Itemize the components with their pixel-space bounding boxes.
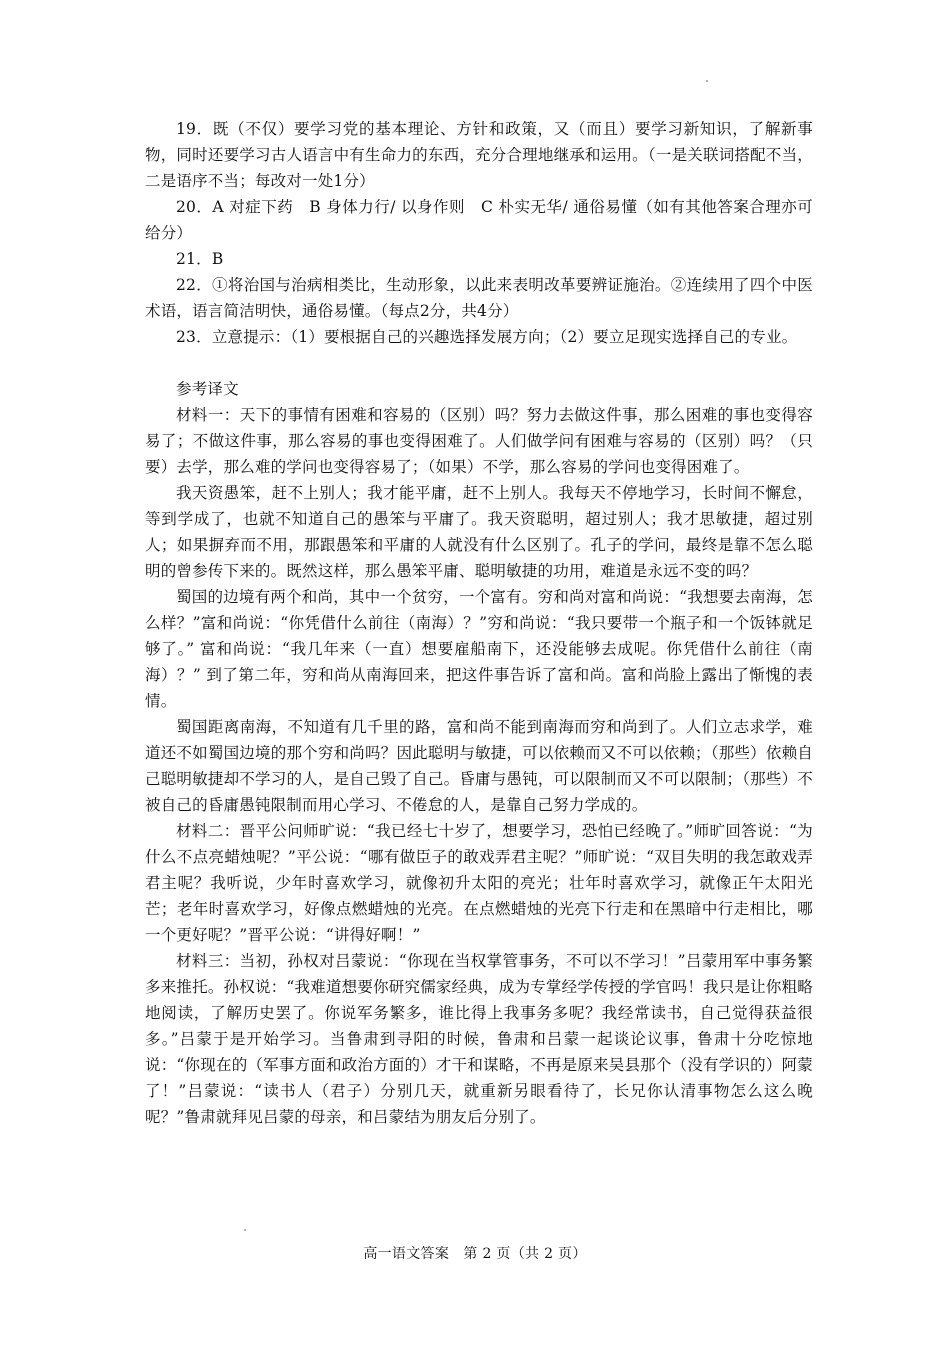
scan-speck bbox=[244, 1229, 246, 1231]
answer-22: 22．①将治国与治病相类比，生动形象，以此来表明改革要辨证施治。②连续用了四个中医术语，语言简洁明快，通俗易懂。（每点2分，共4分） bbox=[145, 276, 813, 320]
answer-23: 23．立意提示：（1）要根据自己的兴趣选择发展方向；（2）要立足现实选择自己的专业。 bbox=[176, 328, 798, 346]
answer-20: 20．A 对症下药 B 身体力行/ 以身作则 C 朴实无华/ 通俗易懂（如有其他答案合理亦可给分） bbox=[145, 198, 813, 242]
answer-21: 21．B bbox=[176, 250, 224, 268]
page-footer: 高一语文答案 第 2 页（共 2 页） bbox=[363, 1246, 587, 1262]
translation-paragraph: 材料一：天下的事情有困难和容易的（区别）吗？努力去做这件事，那么困难的事也变得容易了；不做这件事，那么容易的事也变得困难了。人们做学问有困难与容易的（区别）吗？（只要）去学，那么难的学问也变得容易了；（如果）不学，那么容易的学问也变得困难了。 bbox=[145, 406, 813, 476]
answer-page bbox=[145, 116, 813, 1130]
translation-paragraph: 蜀国的边境有两个和尚，其中一个贫穷，一个富有。穷和尚对富和尚说：“我想要去南海，怎么样？”富和尚说：“你凭借什么前往（南海）？”穷和尚说：“我只要带一个瓶子和一个饭钵就足够了。” 富和尚说：“我几年来（一直）想要雇船南下，还没能够去成呢。你凭借什么前往（南海）？” 到了第二年，穷和尚从南海回来，把这件事告诉了富和尚。富和尚脸上露出了惭愧的表情。 bbox=[145, 588, 813, 710]
scan-speck bbox=[706, 80, 708, 82]
translation-section bbox=[145, 376, 813, 1130]
translation-paragraph: 材料三：当初，孙权对吕蒙说：“你现在当权掌管事务，不可以不学习！”吕蒙用军中事务繁多来推托。孙权说：“我难道想要你研究儒家经典，成为专掌经学传授的学官吗！我只是让你粗略地阅读，了解历史罢了。你说军务繁多，谁比得上我事务多呢？我经常读书，自己觉得获益很多。”吕蒙于是开始学习。当鲁肃到寻阳的时候，鲁肃和吕蒙一起谈论议事，鲁肃十分吃惊地说：“你现在的（军事方面和政治方面的）才干和谋略，不再是原来吴县那个（没有学识的）阿蒙了！”吕蒙说：“读书人（君子）分别几天，就重新另眼看待了，长兄你认清事物怎么这么晚呢？”鲁肃就拜见吕蒙的母亲，和吕蒙结为朋友后分别了。 bbox=[145, 952, 813, 1126]
translation-heading: 参考译文 bbox=[176, 380, 239, 398]
translation-paragraph: 蜀国距离南海，不知道有几千里的路，富和尚不能到南海而穷和尚到了。人们立志求学，难道还不如蜀国边境的那个穷和尚吗？因此聪明与敏捷，可以依赖而又不可以依赖；（那些）依赖自己聪明敏捷却不学习的人，是自己毁了自己。昏庸与愚钝，可以限制而又不可以限制；（那些）不被自己的昏庸愚钝限制而用心学习、不倦怠的人，是靠自己努力学成的。 bbox=[145, 718, 813, 814]
translation-paragraph: 材料二：晋平公问师旷说：“我已经七十岁了，想要学习，恐怕已经晚了。”师旷回答说：“为什么不点亮蜡烛呢？”平公说：“哪有做臣子的敢戏弄君主呢？”师旷说：“双目失明的我怎敢戏弄君主呢？我听说，少年时喜欢学习，就像初升太阳的亮光；壮年时喜欢学习，就像正午太阳光芒；老年时喜欢学习，好像点燃蜡烛的光亮。在点燃蜡烛的光亮下行走和在黑暗中行走相比，哪一个更好呢？”晋平公说：“讲得好啊！” bbox=[145, 822, 813, 944]
translation-paragraph: 我天资愚笨，赶不上别人；我才能平庸，赶不上别人。我每天不停地学习，长时间不懈怠，等到学成了，也就不知道自己的愚笨与平庸了。我天资聪明，超过别人；我才思敏捷，超过别人；如果摒弃而不用，那跟愚笨和平庸的人就没有什么区别了。孔子的学问，最终是靠不怎么聪明的曾参传下来的。既然这样，那么愚笨平庸、聪明敏捷的功用，难道是永远不变的吗？ bbox=[145, 484, 813, 580]
answer-19: 19．既（不仅）要学习党的基本理论、方针和政策，又（而且）要学习新知识，了解新事物，同时还要学习古人语言中有生命力的东西，充分合理地继承和运用。（一是关联词搭配不当，二是语序不当；每改对一处1分） bbox=[145, 120, 813, 190]
answers-section bbox=[145, 116, 813, 350]
